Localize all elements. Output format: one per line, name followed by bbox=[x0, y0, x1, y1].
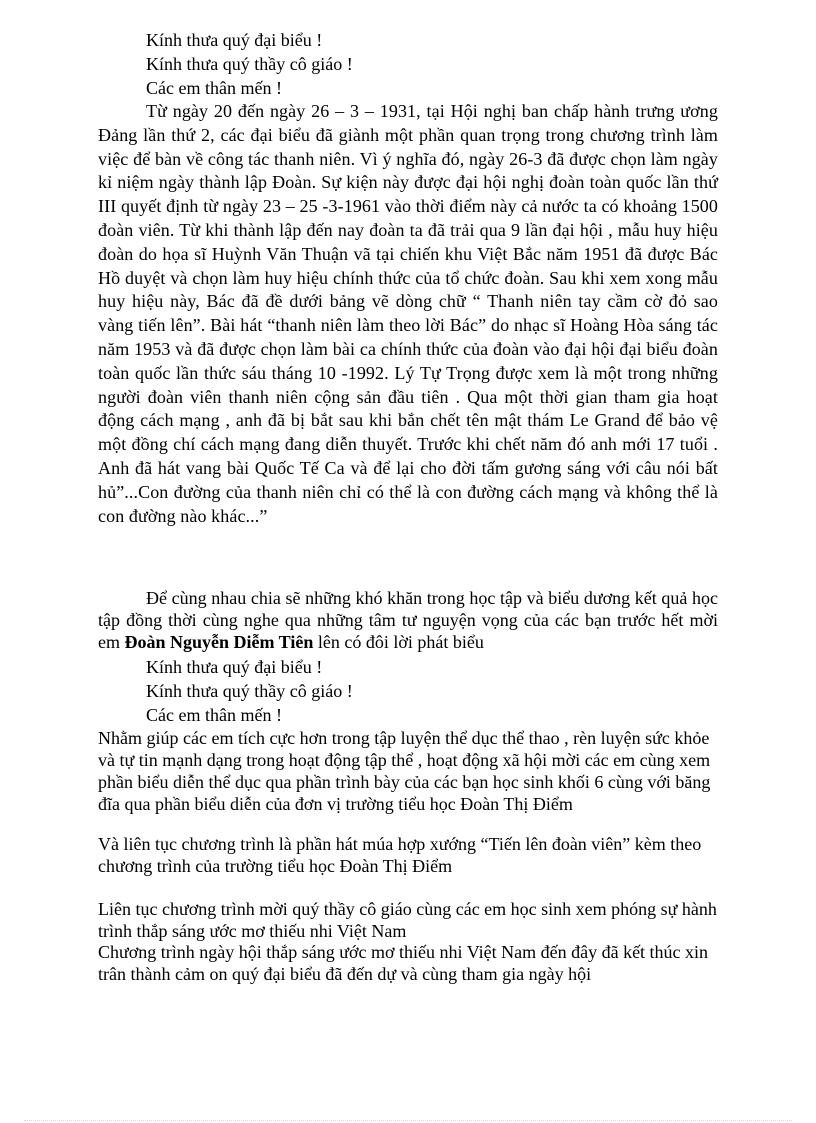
music-paragraph: Và liên tục chương trình là phần hát múa hợp xướng “Tiến lên đoàn viên” kèm theo chương trình của trường tiểu học Đoàn Thị Điểm bbox=[98, 834, 702, 876]
greeting-guests: Kính thưa quý đại biểu ! bbox=[146, 30, 323, 50]
invite-text-before: Để cùng nhau chia sẽ những khó khăn trong học tập và biểu dương kết quả học tập đồng thời cùng nghe qua những tâm tư nguyện vọng của các bạn trước hết mời em bbox=[98, 588, 718, 652]
speaker-name: Đoàn Nguyễn Diễm Tiên bbox=[124, 632, 314, 652]
greeting-block-2 bbox=[146, 655, 353, 727]
greeting-teachers: Kính thưa quý thầy cô giáo ! bbox=[146, 54, 353, 74]
greeting-teachers-2: Kính thưa quý thầy cô giáo ! bbox=[146, 681, 353, 701]
page-bottom-divider bbox=[24, 1120, 792, 1121]
greeting-guests-2: Kính thưa quý đại biểu ! bbox=[146, 657, 323, 677]
sports-paragraph: Nhằm giúp các em tích cực hơn trong tập luyện thể dục thể thao , rèn luyện sức khỏe và tự tin mạnh dạng trong hoạt động tập thể , hoạt động xã hội mời các em cùng xem phần biểu diễn thể dục qua phần trình bày của các bạn học sinh khối 6 cùng với băng đĩa qua phần biểu diễn của đơn vị trường tiểu học Đoàn Thị Điểm bbox=[98, 728, 711, 814]
report-paragraph: Liên tục chương trình mời quý thầy cô giáo cùng các em học sinh xem phóng sự hành trình thắp sáng ước mơ thiếu nhi Việt Nam bbox=[98, 899, 717, 941]
invite-paragraph bbox=[98, 587, 718, 653]
greeting-students: Các em thân mến ! bbox=[146, 78, 282, 98]
greeting-students-2: Các em thân mến ! bbox=[146, 705, 282, 725]
greeting-block-1 bbox=[146, 28, 353, 100]
history-paragraph: Từ ngày 20 đến ngày 26 – 3 – 1931, tại Hội nghị ban chấp hành trưng ương Đảng lần thứ 2, các đại biểu đã giành một phần quan trọng trong chương trình làm việc để bàn về công tác thanh niên. Vì ý nghĩa đó, ngày 26-3 đã được chọn làm ngày kỉ niệm ngày thành lập Đoàn. Sự kiện này được đại hội nghị đoàn toàn quốc lần thứ III quyết định từ ngày 23 – 25 -3-1961 vào thời điểm này cả nước ta có khoảng 1500 đoàn viên. Từ khi thành lập đến nay đoàn ta đã trải qua 9 lần đại hội , mẫu huy hiệu đoàn do họa sĩ Huỳnh Văn Thuận vã tại chiến khu Việt Bắc năm 1951 đã được Bác Hồ duyệt và chọn làm huy hiệu chính thức của tổ chức đoàn. Sau khi xem xong mẫu huy hiệu này, Bác đã đề dưới bảng vẽ dòng chữ “ Thanh niên tay cầm cờ đỏ sao vàng tiến lên”. Bài hát “thanh niên làm theo lời Bác” do nhạc sĩ Hoàng Hòa sáng tác năm 1953 và đã được chọn làm bài ca chính thức của đoàn vào đại hội đại biểu đoàn toàn quốc lần thức sáu tháng 10 -1992. Lý Tự Trọng được xem là một trong những người đoàn viên thanh niên cộng sản đầu tiên . Qua một thời gian tham gia hoạt động cách mạng , anh đã bị bắt sau khi bắn chết tên mật thám Le Grand để bảo vệ một đồng chí cách mạng đang diễn thuyết. Trước khi chết năm đó anh mới 17 tuổi . Anh đã hát vang bài Quốc Tế Ca và để lại cho đời tấm gương sáng với câu nói bất hủ”...Con đường của thanh niên chỉ có thể là con đường cách mạng và không thể là con đường nào khác...” bbox=[98, 101, 718, 526]
invite-text-after: lên có đôi lời phát biểu bbox=[313, 632, 484, 652]
closing-paragraph: Chương trình ngày hội thắp sáng ước mơ thiếu nhi Việt Nam đến đây đã kết thúc xin trân thành cảm on quý đại biểu đã đến dự và cùng tham gia ngày hội bbox=[98, 942, 709, 984]
